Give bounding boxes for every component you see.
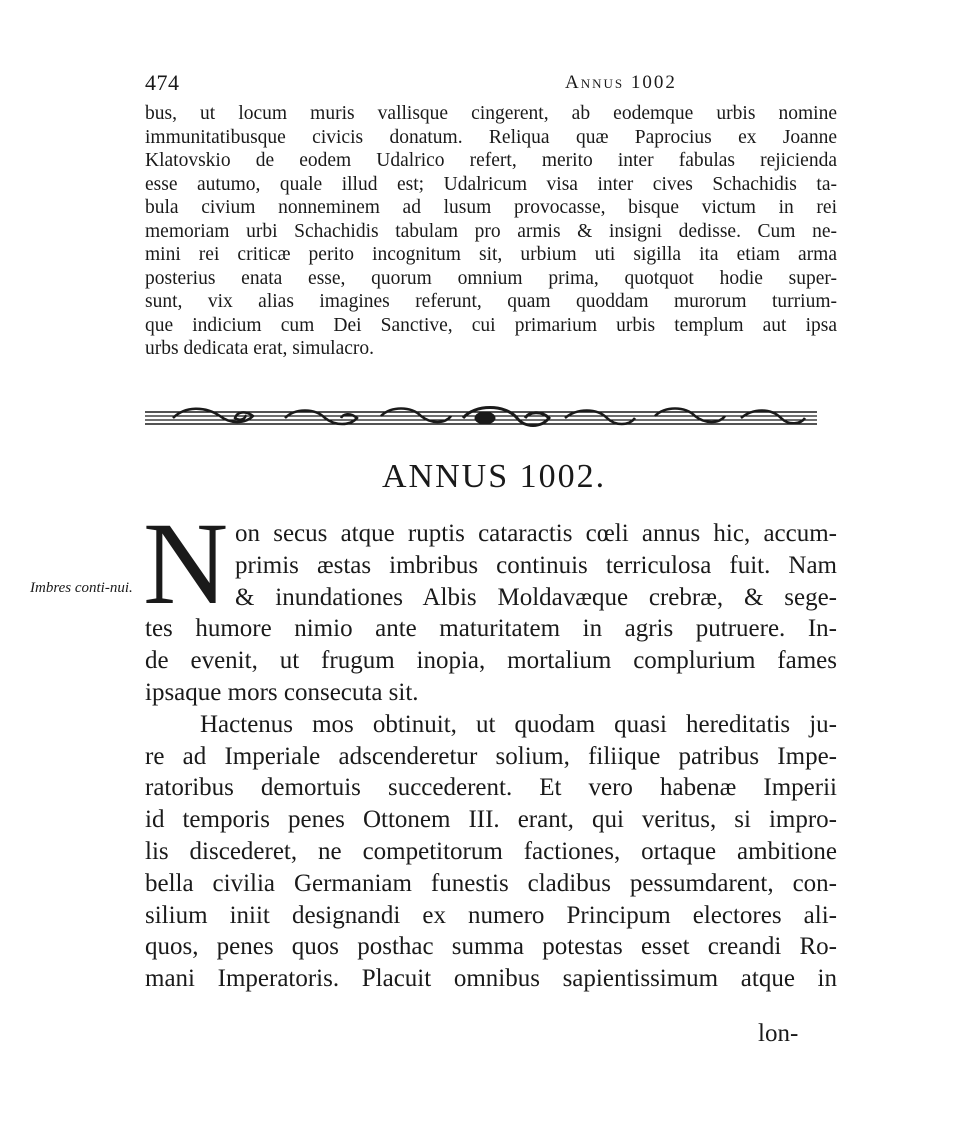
main-paragraph bbox=[145, 518, 837, 995]
text-line: que indicium cum Dei Sanctive, cui primarium urbis templum aut ipsa bbox=[145, 314, 837, 336]
text-line: urbs dedicata erat, simulacro. bbox=[145, 338, 375, 359]
text-line: sunt, vix alias imagines referunt, quam quoddam murorum turrium- bbox=[145, 291, 837, 312]
text-line: Klatovskio de eodem Udalrico refert, merito inter fabulas rejicienda bbox=[145, 150, 837, 171]
running-head bbox=[145, 70, 835, 100]
text-line: Hactenus mos obtinuit, ut quodam quasi hereditatis ju- bbox=[200, 710, 837, 738]
text-line: de evenit, ut frugum inopia, mortalium complurium fames bbox=[145, 647, 837, 675]
running-title: Annus 1002 bbox=[565, 72, 677, 93]
drop-cap: N bbox=[143, 498, 229, 629]
text-line: ratoribus demortuis succederent. Et vero habenæ Imperii bbox=[145, 774, 837, 802]
text-line: & inundationes Albis Moldavæque crebræ, & sege- bbox=[235, 583, 837, 611]
text-line: memoriam urbi Schachidis tabulam pro armis & insigni dedisse. Cum ne- bbox=[145, 220, 837, 242]
text-line: quos, penes quos posthac summa potestas esset creandi Ro- bbox=[145, 933, 837, 961]
section-heading: ANNUS 1002. bbox=[382, 458, 607, 495]
text-line: bus, ut locum muris vallisque cingerent, ab eodemque urbis nomine bbox=[145, 103, 837, 124]
text-line: lis discederet, ne competitorum factiones, ortaque ambitione bbox=[145, 837, 837, 865]
ornamental-divider bbox=[145, 404, 817, 434]
text-line: mani Imperatoris. Placuit omnibus sapientissimum atque in bbox=[145, 965, 837, 993]
text-line: re ad Imperiale adscenderetur solium, filiique patribus Impe- bbox=[145, 742, 837, 770]
text-line: id temporis penes Ottonem III. erant, qui veritus, si impro- bbox=[145, 806, 837, 834]
text-line: tes humore nimio ante maturitatem in agris putruere. In- bbox=[145, 615, 837, 643]
marginal-note: Imbres conti-nui. bbox=[30, 580, 133, 596]
page-number: 474 bbox=[145, 70, 180, 95]
text-line: on secus atque ruptis cataractis cœli annus hic, accum- bbox=[235, 520, 837, 547]
catchword: lon- bbox=[758, 1020, 799, 1047]
text-line: posterius enata esse, quorum omnium prima, quotquot hodie super- bbox=[145, 267, 837, 289]
text-line: primis æstas imbribus continuis terriculosa fuit. Nam bbox=[235, 551, 837, 579]
text-line: mini rei criticæ perito incognitum sit, urbium uti sigilla ita etiam arma bbox=[145, 244, 837, 265]
text-line: ipsaque mors consecuta sit. bbox=[145, 678, 419, 706]
text-line: bella civilia Germaniam funestis cladibus pessumdarent, con- bbox=[145, 869, 837, 897]
text-line: bula civium nonneminem ad lusum provocasse, bisque victum in rei bbox=[145, 197, 837, 218]
continued-paragraph bbox=[145, 102, 837, 361]
text-line: esse autumo, quale illud est; Udalricum visa inter cives Schachidis ta- bbox=[145, 173, 837, 195]
text-line: immunitatibusque civicis donatum. Reliqua quæ Paprocius ex Joanne bbox=[145, 126, 837, 148]
text-line: silium iniit designandi ex numero Principum electores ali- bbox=[145, 901, 837, 929]
